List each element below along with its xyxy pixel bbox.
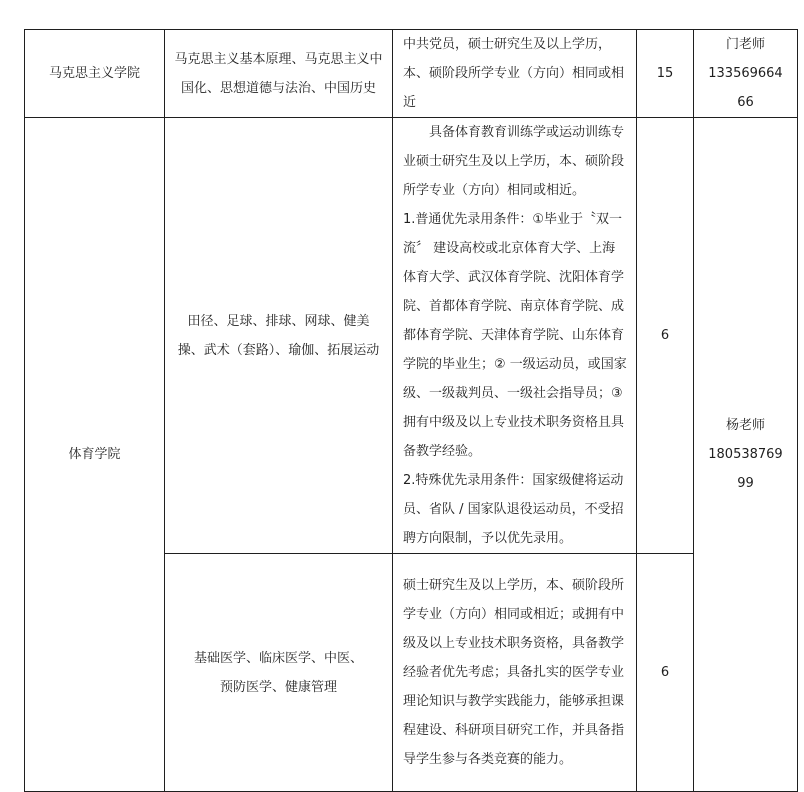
- table-row: [25, 30, 798, 118]
- major-text: 田径、足球、排球、网球、健美操、武术（套路）、瑜伽、拓展运动: [177, 313, 380, 358]
- count-cell: [637, 554, 694, 792]
- college-name: 马克思主义学院: [48, 66, 140, 81]
- major-cell: [165, 30, 393, 118]
- recruit-count: 15: [656, 66, 674, 81]
- contact-cell: [694, 30, 798, 118]
- contact-name: 门老师: [725, 37, 765, 52]
- requirements-cell: [393, 554, 637, 792]
- contact-phone: 18053876999: [708, 447, 783, 491]
- contact-phone: 13356966466: [708, 66, 783, 110]
- requirement-text: 硕士研究生及以上学历，本、硕阶段所学专业（方向）相同或相近；或拥有中级及以上专业技术职务资格，具备教学经验者优先考虑；具备扎实的医学专业理论知识与教学实践能力，能够承担课程建设、科研项目研究工作，并具备指导学生参与各类竞赛的能力。: [403, 578, 625, 767]
- college-cell: [25, 118, 165, 792]
- requirements-cell: [393, 30, 637, 118]
- major-text: 马克思主义基本原理、马克思主义中国化、思想道德与法治、中国历史: [174, 51, 383, 96]
- college-cell: [25, 30, 165, 118]
- contact-cell: [694, 118, 798, 792]
- requirements-cell: [393, 118, 637, 554]
- recruitment-table: [24, 29, 798, 792]
- requirement-text: 2.特殊优先录用条件：国家级健将运动员、省队 / 国家队退役运动员，不受招聘方向限制，予以优先录用。: [403, 473, 624, 546]
- recruit-count: 6: [660, 665, 670, 680]
- requirement-text: 1.普通优先录用条件：①毕业于〝双一流〞 建设高校或北京体育大学、上海体育大学、武汉体育学院、沈阳体育学院、首都体育学院、南京体育学院、成都体育学院、天津体育学院、山东体育学院的毕业生；② 一级运动员，或国家级、一级裁判员、一级社会指导员；③ 拥有中级及以上专业技术职务资格且具备教学经验。: [403, 212, 627, 459]
- college-name: 体育学院: [68, 447, 121, 462]
- contact-name: 杨老师: [725, 418, 765, 433]
- major-cell: [165, 118, 393, 554]
- requirement-text: 中共党员，硕士研究生及以上学历，本、硕阶段所学专业（方向）相同或相近: [403, 37, 625, 110]
- major-text: 基础医学、临床医学、中医、预防医学、健康管理: [193, 650, 363, 695]
- major-cell: [165, 554, 393, 792]
- requirement-text: 具备体育教育训练学或运动训练专业硕士研究生及以上学历，本、硕阶段所学专业（方向）相同或相近。: [403, 125, 625, 198]
- recruit-count: 6: [660, 328, 670, 343]
- count-cell: [637, 30, 694, 118]
- count-cell: [637, 118, 694, 554]
- table-row: [25, 118, 798, 554]
